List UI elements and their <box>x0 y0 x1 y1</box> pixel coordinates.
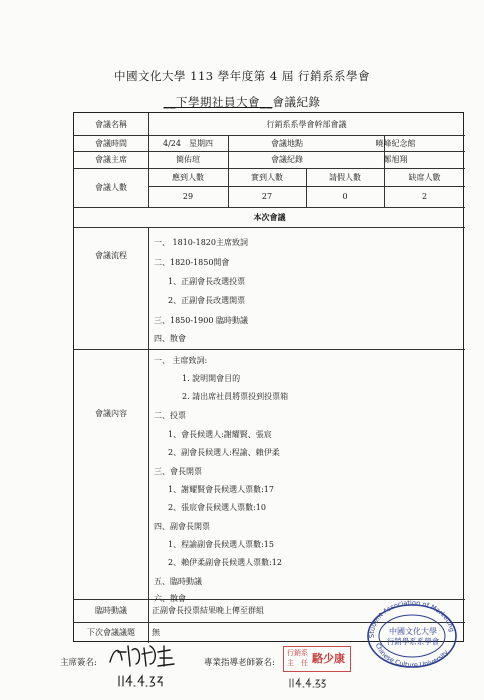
chair-date-handwritten <box>116 672 166 690</box>
meeting-place-value: 曉峰紀念館 <box>375 138 416 148</box>
leave-count-value: 0 <box>342 192 348 201</box>
next-topic-label: 下次會議議題 <box>87 628 135 637</box>
advisor-date-handwritten <box>288 676 328 690</box>
leave-count-label: 請假人數 <box>329 172 361 182</box>
chair-signature <box>106 640 186 670</box>
title-minutes: 會議紀錄 <box>272 95 321 109</box>
flow-label: 會議流程 <box>95 250 127 260</box>
meeting-time-label: 會議時間 <box>95 138 127 148</box>
seal-chinese-line1: 中國文化大學 <box>389 627 437 636</box>
actual-count-label: 實到人數 <box>251 172 283 182</box>
advisor-stamp <box>283 646 351 672</box>
title-blank-2: __ <box>260 95 273 109</box>
advisor-stamp-role: 主 任 <box>287 659 308 667</box>
document-title-line1: 中國文化大學 113 學年度第 4 屆 行銷系系學會 <box>113 69 371 83</box>
attendance-label: 會議人數 <box>95 183 127 192</box>
flow-item: 2、正副會長改選開票 <box>168 296 246 305</box>
seal-chinese-line2: 行銷學系系學會 <box>386 637 440 646</box>
svg-text:Chinese Culture University <box>374 642 450 668</box>
content-label: 會議內容 <box>95 408 127 418</box>
expected-count-label: 應到人數 <box>172 172 204 182</box>
chair-sign-label: 主席簽名: <box>60 658 97 668</box>
content-item: 2. 請出席社員將票投到投票箱 <box>182 392 289 401</box>
next-topic-value: 無 <box>152 628 160 637</box>
flow-item: 1、正副會長改選投票 <box>168 277 246 286</box>
title-meeting-type: 下學期社員大會 <box>176 95 260 109</box>
minutes-table <box>73 112 464 642</box>
meeting-chair-value: 簡佑瑄 <box>176 155 200 164</box>
content-list <box>148 349 465 603</box>
flow-item: 二、1820-1850開會 <box>154 258 230 267</box>
content-item: 1、程諭副會長候選人票數:15 <box>168 540 274 549</box>
content-item: 六、散會 <box>154 594 186 603</box>
absent-count-value: 2 <box>421 192 428 201</box>
content-item: 2、張宸會長候選人票數:10 <box>168 503 266 512</box>
flow-list <box>148 227 465 349</box>
content-item: 2、副會長候選人:程諭、賴伊柔 <box>168 448 280 457</box>
meeting-name-value: 行銷系系學會幹部會議 <box>266 119 347 129</box>
meeting-place-label: 會議地點 <box>271 138 303 148</box>
flow-item: 三、1850-1900 臨時動議 <box>154 316 248 325</box>
content-item: 三、會長開票 <box>154 467 202 476</box>
content-item: 一、 主席致詞: <box>154 356 208 365</box>
expected-count-value: 29 <box>182 192 194 201</box>
advisor-sign-label: 專業指導老師簽名: <box>204 658 275 668</box>
advisor-stamp-dept: 行銷系 <box>287 649 308 657</box>
section-title: 本次會議 <box>253 211 286 222</box>
flow-item: 四、散會 <box>154 334 186 343</box>
seal-english-top: Student Association of Marketing <box>367 598 456 639</box>
content-item: 1、謝耀賢會長候選人票數:17 <box>168 485 274 494</box>
seal-english-bottom: Chinese Culture University <box>373 642 451 668</box>
content-item: 四、副會長開票 <box>154 522 210 531</box>
association-seal <box>364 598 458 668</box>
content-item: 五、臨時動議 <box>154 577 202 586</box>
absent-count-label: 缺席人數 <box>408 172 441 182</box>
flow-item: 一、 1810-1820主席致詞 <box>154 238 248 247</box>
meeting-time-value: 4/24 星期四 <box>163 138 213 148</box>
content-item: 2、賴伊柔副會長候選人票數:12 <box>168 558 282 567</box>
content-item: 1. 說明開會目的 <box>182 374 241 383</box>
motion-label: 臨時動議 <box>95 606 127 615</box>
meeting-name-label: 會議名稱 <box>95 119 127 129</box>
meeting-recorder-value: 鄭旭翔 <box>383 155 408 164</box>
motion-value: 正副會長投票結果晚上傳至群組 <box>152 606 264 615</box>
meeting-chair-label: 會議主席 <box>95 155 127 164</box>
advisor-stamp-name: 駱少康 <box>312 652 345 665</box>
content-item: 二、投票 <box>154 411 186 420</box>
title-blank-1: __ <box>163 95 176 109</box>
meeting-recorder-label: 會議紀錄 <box>271 155 303 164</box>
content-item: 1、會長候選人:謝耀賢、張宸 <box>168 430 272 439</box>
document-title-line2 <box>0 94 484 110</box>
actual-count-value: 27 <box>261 192 273 201</box>
